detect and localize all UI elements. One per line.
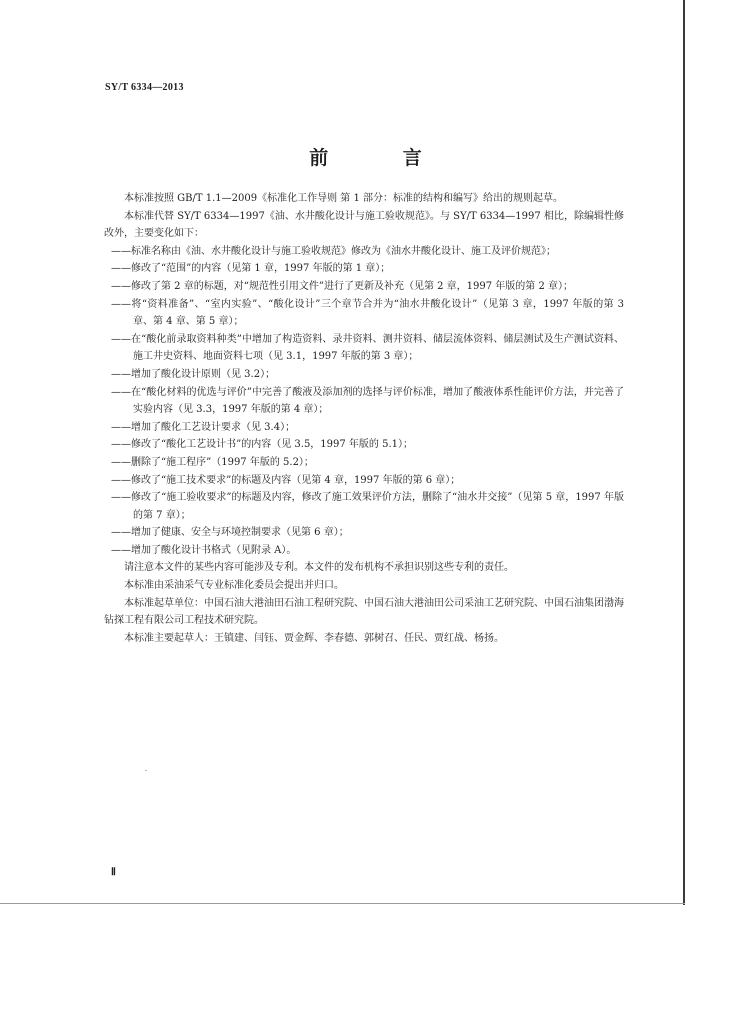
change-item: ——在“酸化前录取资料种类”中增加了构造资料、录井资料、测井资料、储层流体资料、储层测试及生产测试资料、施工井史资料、地面资料七项（见 3.1，1997 年版的第 3 章）； bbox=[111, 333, 624, 363]
scan-speck bbox=[145, 770, 147, 771]
change-item: ——标准名称由《油、水井酸化设计与施工验收规范》修改为《油水井酸化设计、施工及评价规范》； bbox=[111, 245, 556, 257]
change-item: ——将“资料准备”、“室内实验”、“酸化设计”三个章节合并为“油水井酸化设计”（见第 3 章，1997 年版的第 3 章、第 4 章、第 5 章）； bbox=[111, 298, 624, 328]
change-item: ——增加了酸化工艺设计要求（见 3.4）； bbox=[111, 421, 296, 433]
change-item: ——修改了“范围”的内容（见第 1 章，1997 年版的第 1 章）； bbox=[111, 263, 391, 275]
paragraph-drafters: 本标准主要起草人：王镇建、闫钰、贾金辉、李春德、郭树召、任民、贾红战、杨扬。 bbox=[124, 632, 504, 644]
standard-code: SY/T 6334—2013 bbox=[105, 82, 184, 93]
change-item: ——修改了“酸化工艺设计书”的内容（见 3.5，1997 年版的 5.1）； bbox=[111, 439, 414, 451]
page-title: 前 言 bbox=[309, 147, 456, 169]
change-item: ——增加了健康、安全与环境控制要求（见第 6 章）； bbox=[111, 527, 349, 539]
change-item: ——在“酸化材料的优选与评价”中完善了酸液及添加剂的选择与评价标准，增加了酸液体系性能评价方法，并完善了实验内容（见 3.3，1997 年版的第 4 章）； bbox=[111, 386, 624, 416]
change-item: ——修改了第 2 章的标题，对“规范性引用文件”进行了更新及补充（见第 2 章，1997 年版的第 2 章）； bbox=[111, 280, 574, 292]
document-body bbox=[104, 190, 624, 647]
change-item: ——删除了“施工程序”（1997 年版的 5.2）； bbox=[111, 456, 314, 468]
change-item: ——修改了“施工技术要求”的标题及内容（见第 4 章，1997 年版的第 6 章）； bbox=[111, 474, 461, 486]
page-number: Ⅱ bbox=[111, 867, 116, 878]
paragraph-drafting-rules: 本标准按照 GB/T 1.1—2009《标准化工作导则 第 1 部分：标准的结构和编写》给出的规则起草。 bbox=[124, 193, 563, 204]
paragraph-replacement: 本标准代替 SY/T 6334—1997《油、水井酸化设计与施工验收规范》。与 SY/T 6334—1997 相比，除编辑性修改外，主要变化如下： bbox=[104, 210, 624, 240]
change-item: ——增加了酸化设计原则（见 3.2）； bbox=[111, 368, 276, 380]
scan-edge-bottom bbox=[0, 903, 685, 904]
change-item: ——修改了“施工验收要求”的标题及内容，修改了施工效果评价方法，删除了“油水井交接”（见第 5 章，1997 年版的第 7 章）； bbox=[111, 492, 624, 521]
paragraph-patent-notice: 请注意本文件的某些内容可能涉及专利。本文件的发布机构不承担识别这些专利的责任。 bbox=[124, 562, 514, 574]
change-item: ——增加了酸化设计书格式（见附录 A）。 bbox=[111, 544, 297, 556]
paragraph-drafting-units: 本标准起草单位：中国石油大港油田石油工程研究院、中国石油大港油田公司采油工艺研究院、中国石油集团渤海钻探工程有限公司工程技术研究院。 bbox=[104, 597, 624, 627]
scan-edge-right bbox=[683, 0, 685, 905]
paragraph-proposer: 本标准由采油采气专业标准化委员会提出并归口。 bbox=[124, 580, 344, 592]
